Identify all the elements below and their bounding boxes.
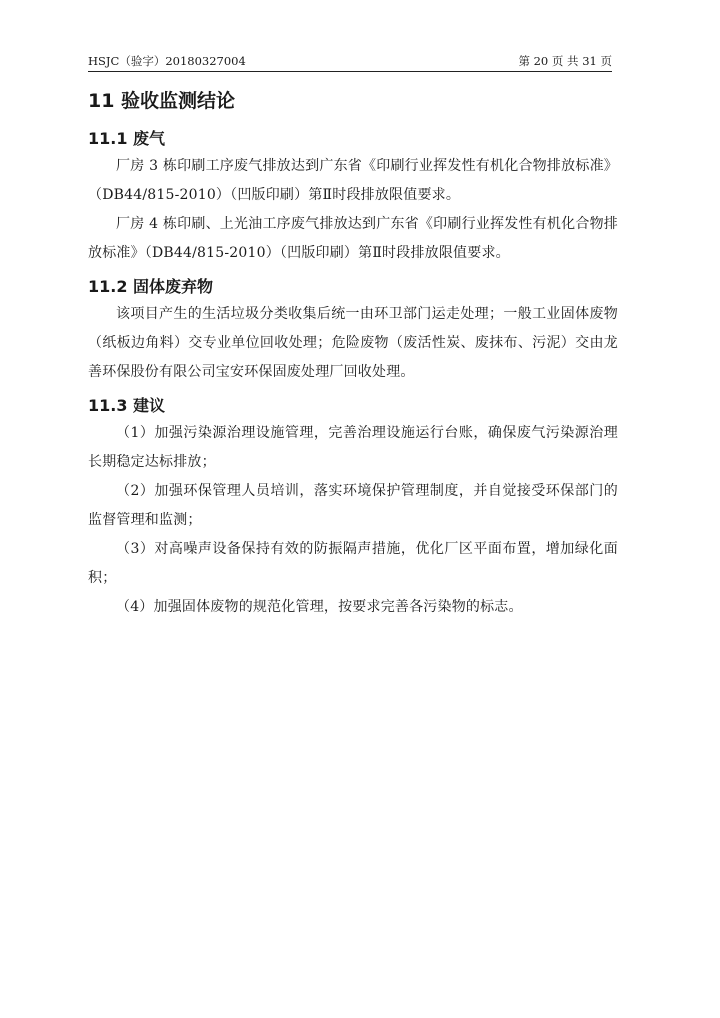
paragraph: 厂房 3 栋印刷工序废气排放达到广东省《印刷行业挥发性有机化合物排放标准》（DB44/815-2010）（凹版印刷）第Ⅱ时段排放限值要求。 <box>88 158 618 203</box>
recommendation-item: （4）加强固体废物的规范化管理，按要求完善各污染物的标志。 <box>116 599 523 615</box>
page-number: 第 20 页 共 31 页 <box>518 54 612 68</box>
recommendation-item: （2）加强环保管理人员培训，落实环境保护管理制度，并自觉接受环保部门的监督管理和监测； <box>88 483 618 528</box>
document-id: HSJC（验字）20180327004 <box>88 54 246 68</box>
document-body <box>88 86 618 622</box>
section-heading: 11.3 建议 <box>88 396 166 415</box>
paragraph: 该项目产生的生活垃圾分类收集后统一由环卫部门运走处理；一般工业固体废物（纸板边角料）交专业单位回收处理；危险废物（废活性炭、废抹布、污泥）交由龙善环保股份有限公司宝安环保固废处理厂回收处理。 <box>88 306 618 380</box>
section-heading: 11.1 废气 <box>88 129 166 148</box>
paragraph: 厂房 4 栋印刷、上光油工序废气排放达到广东省《印刷行业挥发性有机化合物排放标准》（DB44/815-2010）（凹版印刷）第Ⅱ时段排放限值要求。 <box>88 216 618 261</box>
page-header <box>88 52 612 70</box>
section-recommendations <box>88 393 618 622</box>
chapter-title: 11 验收监测结论 <box>88 90 236 112</box>
section-exhaust-gas <box>88 126 618 268</box>
section-solid-waste <box>88 274 618 387</box>
recommendation-item: （1）加强污染源治理设施管理，完善治理设施运行台账，确保废气污染源治理长期稳定达标排放； <box>88 425 618 470</box>
section-heading: 11.2 固体废弃物 <box>88 277 214 296</box>
recommendation-item: （3）对高噪声设备保持有效的防振隔声措施，优化厂区平面布置，增加绿化面积； <box>88 541 618 586</box>
header-divider <box>88 71 612 72</box>
